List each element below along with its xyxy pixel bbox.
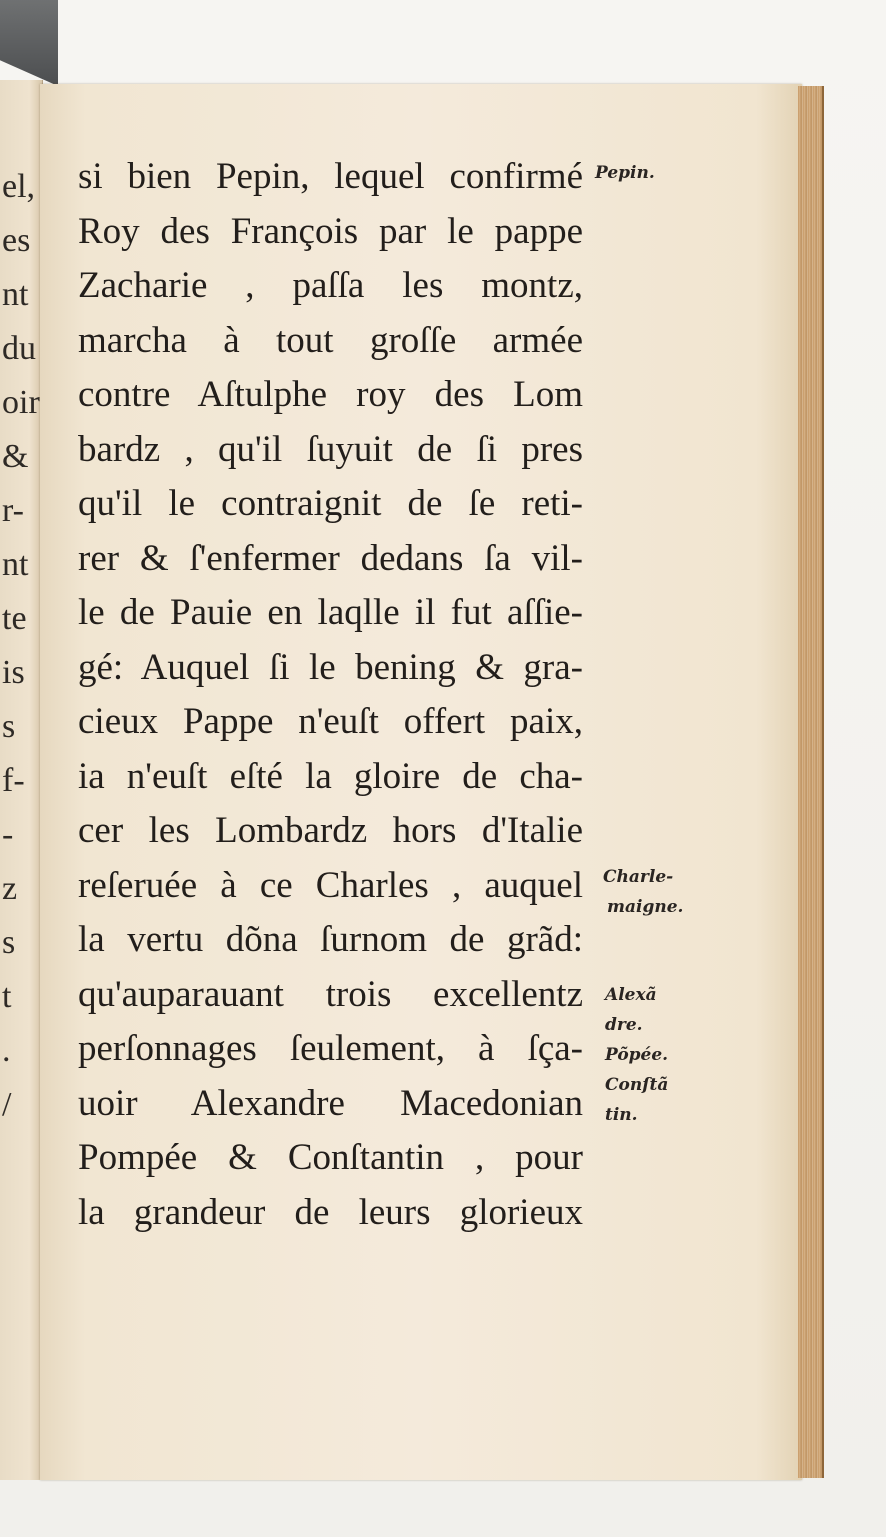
facing-fragment: z bbox=[2, 870, 18, 907]
text-line: Pompée & Conſtantin , pour bbox=[78, 1137, 583, 1178]
facing-fragment: / bbox=[2, 1086, 12, 1123]
text-line: contre Aſtulphe roy des Lom bbox=[78, 374, 583, 415]
facing-fragment: s bbox=[2, 708, 16, 745]
margin-note-line: Charle- bbox=[603, 867, 674, 887]
facing-fragment: & bbox=[2, 438, 29, 475]
facing-fragment: te bbox=[2, 600, 27, 637]
margin-note-line: maigne. bbox=[607, 897, 684, 917]
facing-fragment: nt bbox=[2, 546, 29, 583]
facing-page-text bbox=[2, 160, 40, 1132]
facing-fragment: s bbox=[2, 924, 16, 961]
text-line: gé: Auquel ſi le bening & gra- bbox=[78, 646, 583, 688]
text-line: la vertu dõna ſurnom de grãd: bbox=[78, 919, 583, 960]
text-line: cer les Lombardz hors d'Italie bbox=[78, 810, 583, 851]
main-text-block bbox=[78, 150, 583, 1240]
text-line: cieux Pappe n'euſt offert paix, bbox=[78, 701, 583, 742]
text-line: reſeruée à ce Charles , auquel bbox=[78, 864, 583, 906]
margin-note-line: Alexã bbox=[605, 985, 657, 1005]
text-line: si bien Pepin, lequel confirmé bbox=[78, 156, 583, 197]
margin-note-line: Pepin. bbox=[595, 163, 655, 183]
facing-fragment: r- bbox=[2, 492, 24, 529]
facing-fragment: el, bbox=[2, 168, 36, 205]
text-line: ia n'euſt eſté la gloire de cha- bbox=[78, 755, 583, 797]
text-line: Zacharie , paſſa les montz, bbox=[78, 265, 583, 306]
text-line: uoir Alexandre Macedonian bbox=[78, 1082, 583, 1124]
text-line: qu'il le contraignit de ſe reti- bbox=[78, 483, 583, 524]
facing-fragment: f- bbox=[2, 762, 25, 799]
facing-fragment: t bbox=[2, 978, 12, 1015]
text-line: Roy des François par le pappe bbox=[78, 210, 583, 252]
text-line: marcha à tout groſſe armée bbox=[78, 319, 583, 361]
page-fore-edge bbox=[798, 86, 824, 1478]
facing-fragment: is bbox=[2, 654, 25, 691]
text-line: le de Pauie en laqlle il fut aſſie- bbox=[78, 592, 583, 633]
text-line: perſonnages ſeulement, à ſça- bbox=[78, 1028, 583, 1069]
margin-note-line: tin. bbox=[605, 1105, 638, 1125]
margin-note-line: dre. bbox=[605, 1015, 643, 1035]
facing-fragment: du bbox=[2, 330, 36, 367]
text-line: bardz , qu'il ſuyuit de ſi pres bbox=[78, 428, 583, 470]
margin-note-line: Põpée. bbox=[605, 1045, 669, 1065]
facing-fragment: - bbox=[2, 816, 14, 853]
facing-fragment: es bbox=[2, 222, 31, 259]
facing-page-edge bbox=[0, 80, 43, 1480]
facing-fragment: . bbox=[2, 1032, 11, 1069]
margin-note-charlemaigne bbox=[603, 862, 683, 922]
facing-fragment: nt bbox=[2, 276, 29, 313]
facing-fragment: oir bbox=[2, 384, 40, 421]
text-line: rer & ſ'enfermer dedans ſa vil- bbox=[78, 537, 583, 579]
margin-note-line: Conſtã bbox=[605, 1075, 669, 1095]
margin-note-pepin bbox=[595, 158, 655, 188]
margin-note-names bbox=[605, 980, 668, 1130]
text-line: qu'auparauant trois excellentz bbox=[78, 973, 583, 1015]
text-line: la grandeur de leurs glorieux bbox=[78, 1191, 583, 1233]
